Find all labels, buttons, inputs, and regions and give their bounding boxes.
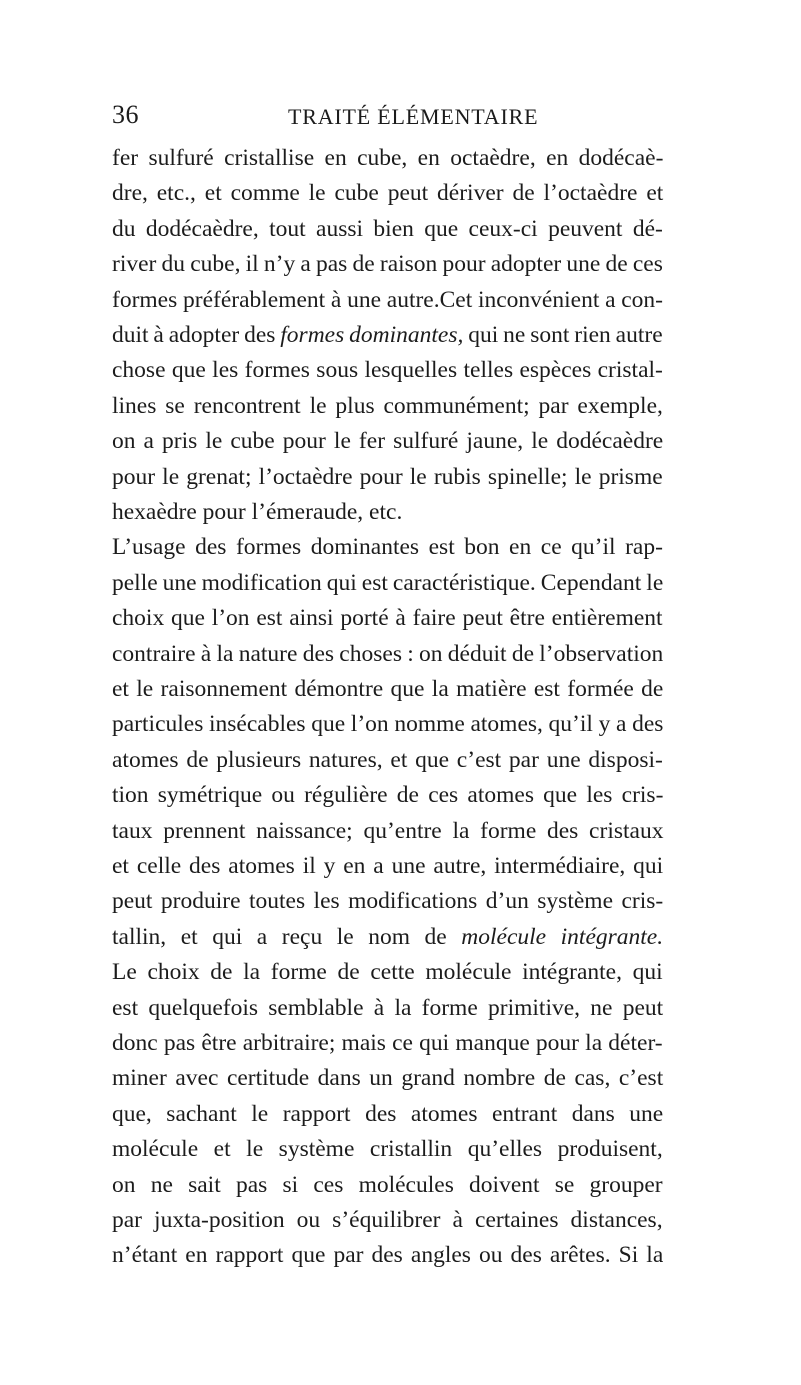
- text-line: lines se rencontrent le plus communément; par exemple,: [112, 392, 663, 419]
- text-line: pelle une modification qui est caractéristique. Cependant le: [112, 569, 664, 596]
- text-line: contraire à la nature des choses : on déduit de l’observation: [112, 640, 664, 667]
- text-line: dre, etc., et comme le cube peut dériver de l’octaèdre et: [112, 180, 664, 207]
- text-line: par juxta-position ou s’équilibrer à certaines distances,: [112, 1207, 663, 1233]
- text-line: on a pris le cube pour le fer sulfuré jaune, le dodécaèdre: [112, 428, 664, 455]
- text-line: peut produire toutes les modifications d’un système cris-: [112, 888, 664, 915]
- text-segment: tallin, et qui a reçu le nom de: [112, 923, 462, 950]
- page-header: [112, 100, 672, 134]
- text-line: river du cube, il n’y a pas de raison pour adopter une de ces: [112, 251, 663, 278]
- text-line: fer sulfuré cristallise en cube, en octaèdre, en dodécaè-: [112, 145, 664, 171]
- text-line: atomes de plusieurs natures, et que c’est par une disposi-: [112, 746, 663, 773]
- text-line: particules insécables que l’on nomme atomes, qu’il y a des: [112, 711, 664, 738]
- text-line: choix que l’on est ainsi porté à faire peut être entièrement: [112, 605, 663, 632]
- text-line: n’étant en rapport que par des angles ou des arêtes. Si la: [112, 1242, 664, 1269]
- text-line: molécule et le système cristallin qu’elles produisent,: [112, 1136, 663, 1163]
- text-line: miner avec certitude dans un grand nombre de cas, c’est: [112, 1065, 664, 1092]
- text-line: chose que les formes sous lesquelles telles espèces cristal-: [112, 357, 663, 384]
- text-line: donc pas être arbitraire; mais ce qui manque pour la déter-: [112, 1030, 663, 1056]
- text-segment: qui ne sont rien autre: [463, 322, 663, 348]
- page-number: 36: [112, 100, 139, 129]
- text-line: pour le grenat; l’octaèdre pour le rubis spinelle; le prisme: [112, 463, 663, 490]
- text-segment: duit à adopter des: [112, 322, 281, 348]
- text-line: et celle des atomes il y en a une autre, intermédiaire, qui: [112, 853, 664, 879]
- text-line: [112, 921, 663, 954]
- text-line: hexaèdre pour l’émeraude, etc.: [112, 499, 403, 525]
- text-line: on ne sait pas si ces molécules doivent se grouper: [112, 1171, 663, 1198]
- text-line: Le choix de la forme de cette molécule intégrante, qui: [112, 959, 663, 986]
- text-line: formes préférablement à une autre.Cet inconvénient a con-: [112, 286, 663, 313]
- italic-term: formes dominantes,: [280, 322, 464, 348]
- text-line: tion symétrique ou régulière de ces atomes que les cris-: [112, 782, 664, 809]
- text-line: est quelquefois semblable à la forme primitive, ne peut: [112, 994, 664, 1021]
- text-line: et le raisonnement démontre que la matière est formée de: [112, 676, 664, 702]
- italic-term: molécule intégrante.: [461, 923, 664, 950]
- text-line: taux prennent naissance; qu’entre la forme des cristaux: [112, 817, 664, 844]
- text-line: [112, 319, 663, 352]
- text-line: du dodécaèdre, tout aussi bien que ceux-ci peuvent dé-: [112, 215, 663, 242]
- running-title: TRAITÉ ÉLÉMENTAIRE: [288, 104, 539, 129]
- text-line: que, sachant le rapport des atomes entrant dans une: [112, 1100, 664, 1127]
- text-line: L’usage des formes dominantes est bon en ce qu’il rap-: [112, 534, 663, 561]
